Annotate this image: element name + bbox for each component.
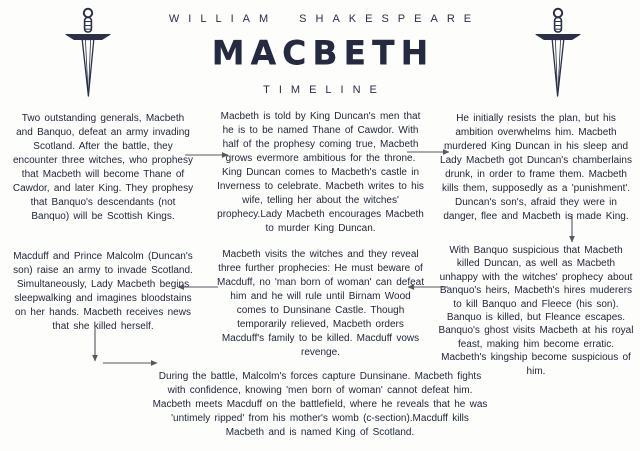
author-name: WILLIAM SHAKESPEARE bbox=[168, 13, 481, 25]
page-title: MACBETH bbox=[211, 33, 435, 72]
timeline-event-5: Macbeth visits the witches and they reveal three further prophecies: He must beware of Macduff, no 'man born of woman' can defeat him and he will rule until Birnam Wood comes to Dunsinane Castle. Though temporarily relieved, Macbeth orders Macduff's family to be killed. Macduff vows revenge. bbox=[216, 249, 425, 358]
timeline-event-3: He initially resists the plan, but his ambition overwhelms him. Macbeth murdered King Duncan in his sleep and Lady Macbeth got Duncan's chamberlains drunk, in order to frame them. Macbeth kills them, supposedly as a 'punishment'. Duncan's son's, afraid they were in danger, flee and Macbeth is made King. bbox=[440, 113, 632, 222]
page-subtitle: TIMELINE bbox=[263, 84, 386, 96]
timeline-event-4: With Banquo suspicious that Macbeth killed Duncan, as well as Macbeth unhappy with the witches' prophecy about Banquo's heirs, Macbeth's hires muderers to kill Banquo and Fleece (his son). Banquo is killed, but Fleance escapes. Banquo's ghost visits Macbeth at his royal feast, making him become erratic. Macbeth's kingship become suspicious of him. bbox=[438, 245, 634, 377]
timeline-event-7: During the battle, Malcolm's forces capture Dunsinane. Macbeth fights with confidence, knowing 'men born of woman' cannot defeat him. Macbeth meets Macduff on the battlefield, where he reveals that he was 'untimely ripped' from his mother's womb (c-section).Macduff kills Macbeth and is named King of Scotland. bbox=[152, 371, 488, 438]
timeline-event-6: Macduff and Prince Malcolm (Duncan's son) raise an army to invade Scotland. Simultaneously, Lady Macbeth begins sleepwalking and imagines bloodstains on her hands. Macbeth receives news that she killed herself. bbox=[13, 251, 193, 332]
timeline-event-1: Two outstanding generals, Macbeth and Banquo, defeat an army invading Scotland. After the battle, they encounter three witches, who prophesy that Macbeth will become Thane of Cawdor, and later King. They prophesy that Banquo's descendants (not Banquo) will be Scottish Kings. bbox=[12, 113, 194, 222]
timeline-event-2: Macbeth is told by King Duncan's men that he is to be named Thane of Cawdor. With half of the prophesy coming true, Macbeth grows evermore ambitious for the throne. King Duncan comes to Macbeth's castle in Inverness to celebrate. Macbeth writes to his wife, telling her about the witches' prophecy.Lady Macbeth encourages Macbeth to murder King Duncan. bbox=[217, 111, 424, 234]
